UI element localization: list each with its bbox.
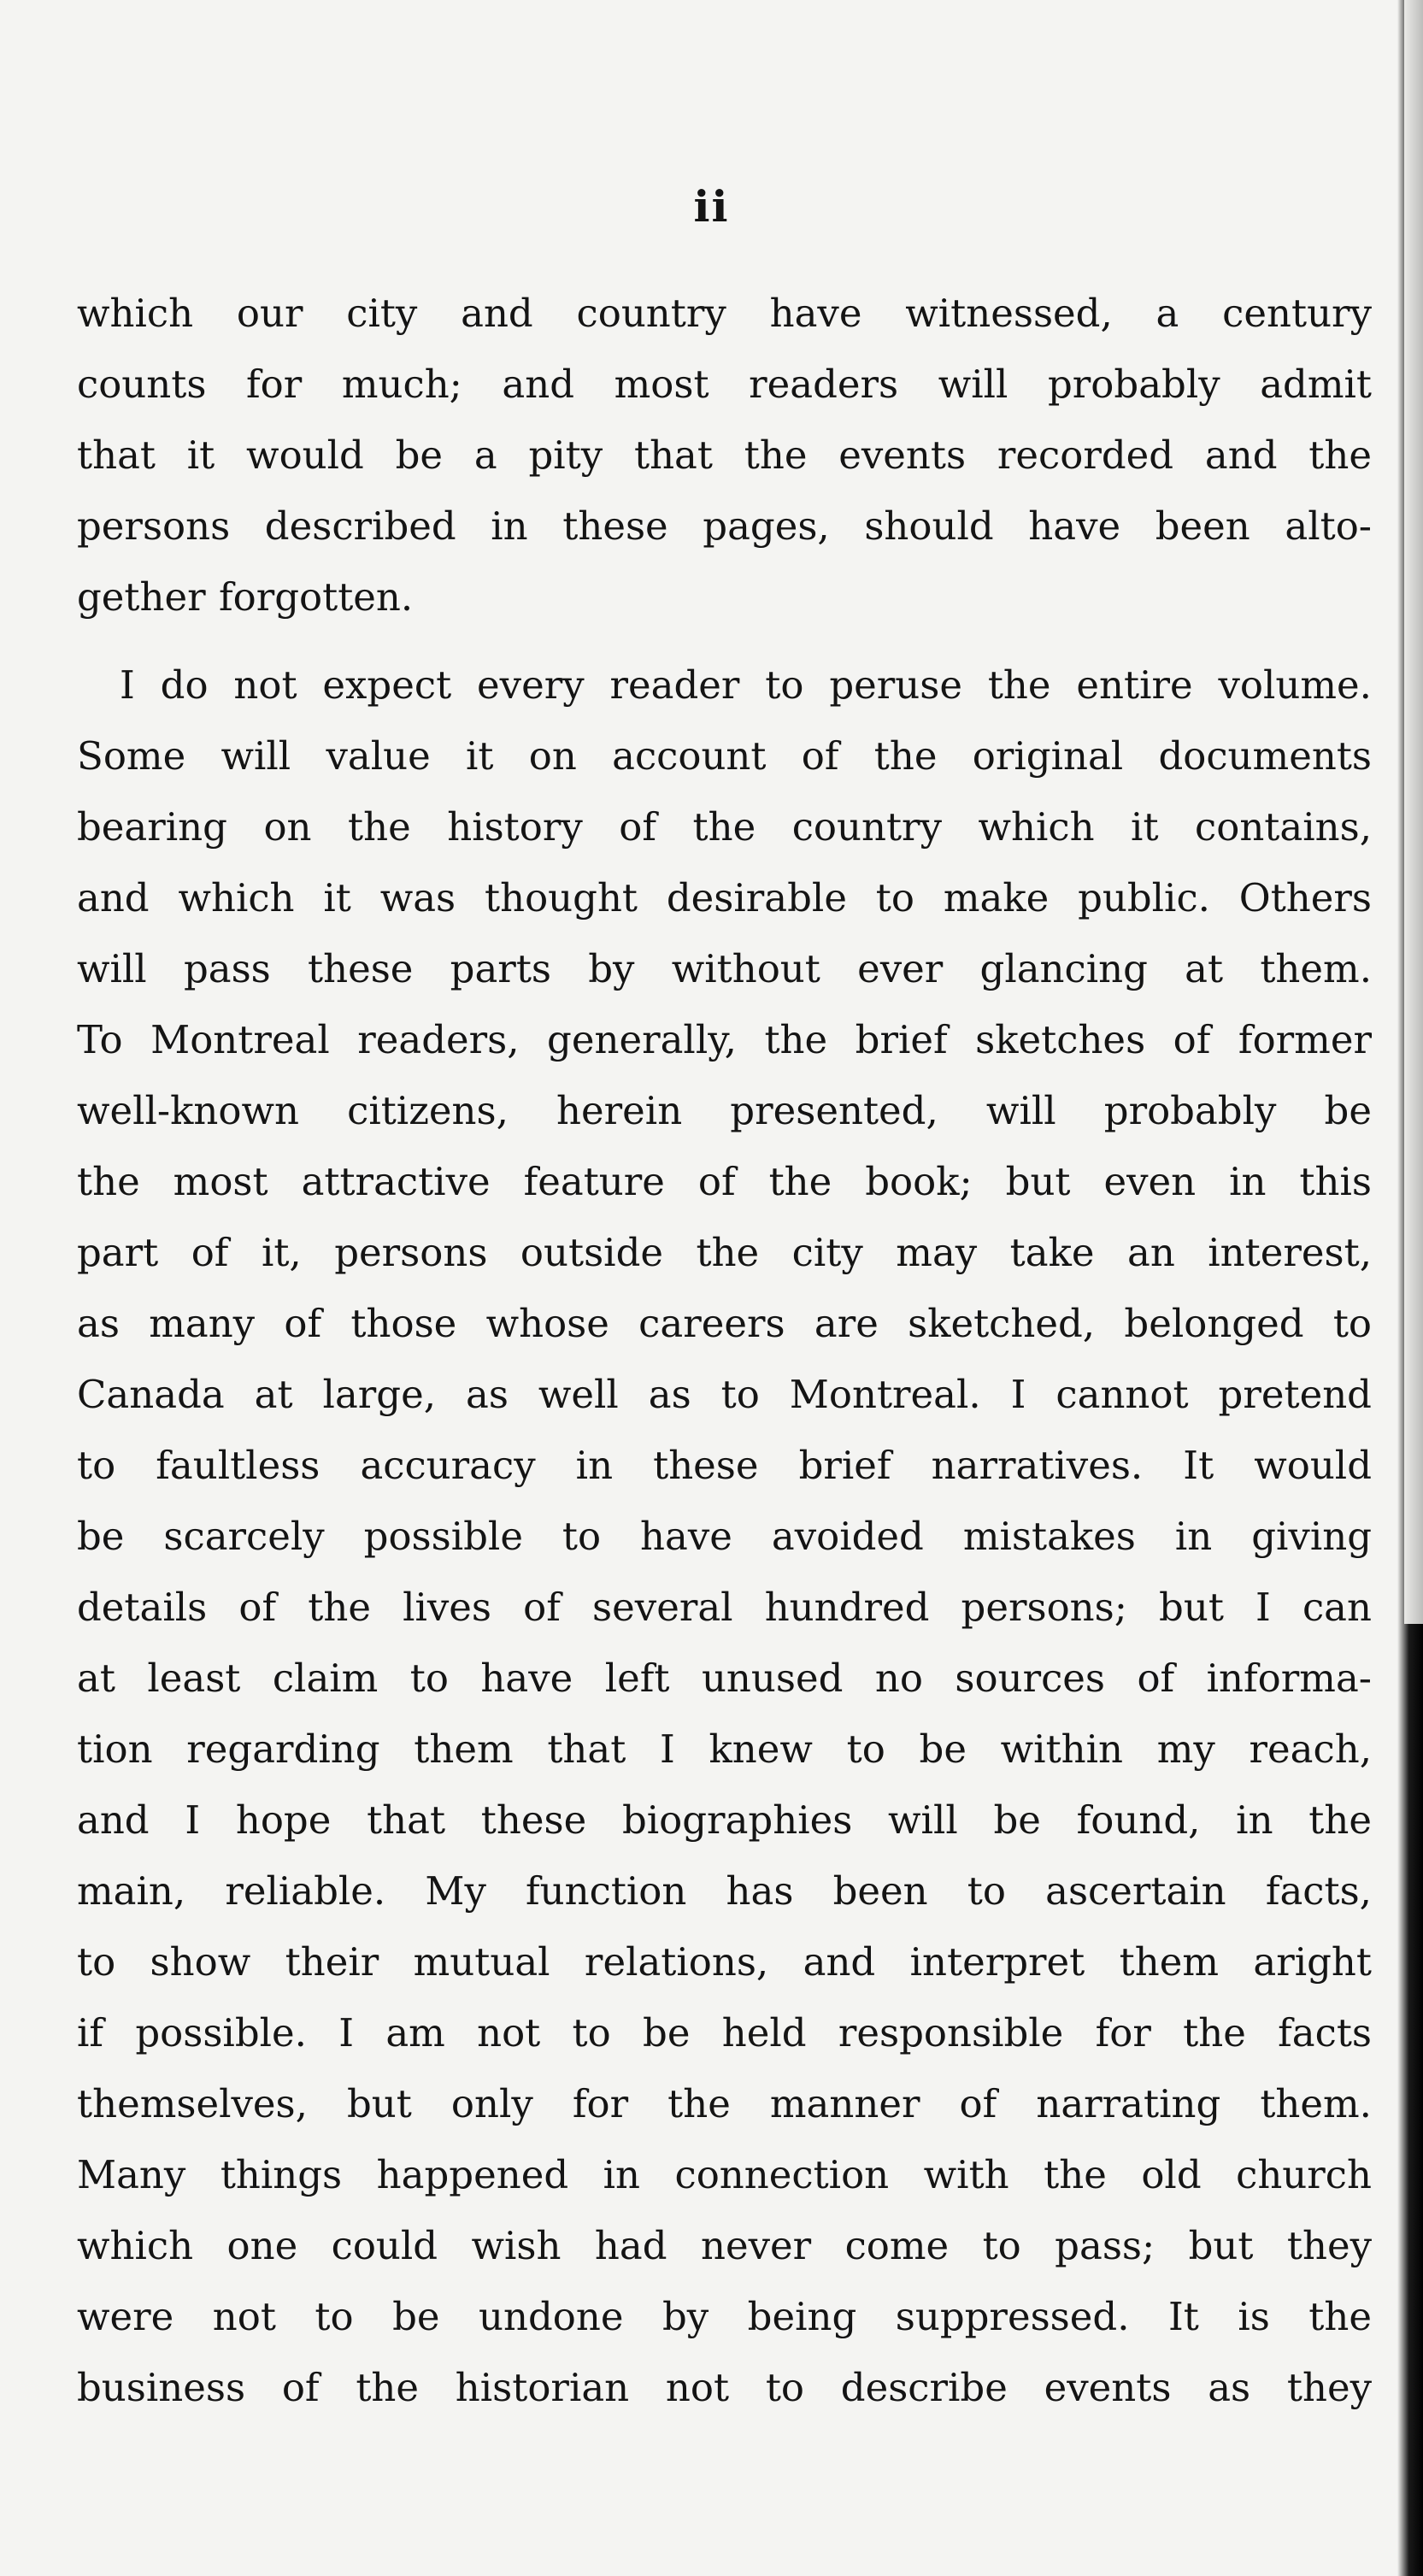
paragraph-gap: [77, 632, 1372, 650]
text-line: were not to be undone by being suppressed. It is the: [77, 2294, 1372, 2339]
text-line: which one could wish had never come to pass; but they: [77, 2223, 1372, 2268]
text-line: Many things happened in connection with the old church: [77, 2152, 1372, 2197]
text-line: that it would be a pity that the events recorded and the: [77, 432, 1372, 478]
text-line: themselves, but only for the manner of narrating them.: [77, 2081, 1372, 2126]
text-line: gether forgotten.: [77, 574, 414, 620]
paragraph-2: [77, 650, 1372, 2423]
text-line: to show their mutual relations, and interpret them aright: [77, 1939, 1372, 1985]
text-line: which our city and country have witnessed, a century: [77, 291, 1372, 336]
body-text: [77, 278, 1372, 2423]
text-line: well-known citizens, herein presented, will probably be: [77, 1088, 1372, 1133]
text-line: and I hope that these biographies will be found, in the: [77, 1797, 1372, 1843]
text-line: I do not expect every reader to peruse the entire volume.: [120, 662, 1372, 708]
text-line: bearing on the history of the country which it contains,: [77, 804, 1372, 850]
paragraph-1: [77, 278, 1372, 632]
text-line: tion regarding them that I knew to be within my reach,: [77, 1726, 1372, 1772]
text-line: counts for much; and most readers will probably admit: [77, 362, 1372, 407]
text-line: and which it was thought desirable to make public. Others: [77, 875, 1372, 920]
text-line: if possible. I am not to be held responsible for the facts: [77, 2010, 1372, 2056]
text-line: main, reliable. My function has been to ascertain facts,: [77, 1868, 1372, 1914]
text-line: Canada at large, as well as to Montreal. I cannot pretend: [77, 1372, 1372, 1417]
text-line: part of it, persons outside the city may take an interest,: [77, 1230, 1372, 1275]
text-line: will pass these parts by without ever glancing at them.: [77, 946, 1372, 991]
text-line: the most attractive feature of the book; but even in this: [77, 1159, 1372, 1204]
text-line: be scarcely possible to have avoided mistakes in giving: [77, 1514, 1372, 1559]
page-number: ii: [693, 181, 730, 232]
text-line: at least claim to have left unused no sources of informa-: [77, 1656, 1372, 1701]
text-line: details of the lives of several hundred persons; but I can: [77, 1585, 1372, 1630]
text-line: persons described in these pages, should have been alto-: [77, 503, 1372, 549]
text-line: as many of those whose careers are sketched, belonged to: [77, 1301, 1372, 1346]
text-line: To Montreal readers, generally, the brief sketches of former: [77, 1017, 1372, 1062]
text-line: business of the historian not to describe events as they: [77, 2365, 1372, 2410]
text-line: to faultless accuracy in these brief narratives. It would: [77, 1443, 1372, 1488]
page-binding-edge-light: [1404, 0, 1423, 1624]
text-line: Some will value it on account of the original documents: [77, 733, 1372, 779]
